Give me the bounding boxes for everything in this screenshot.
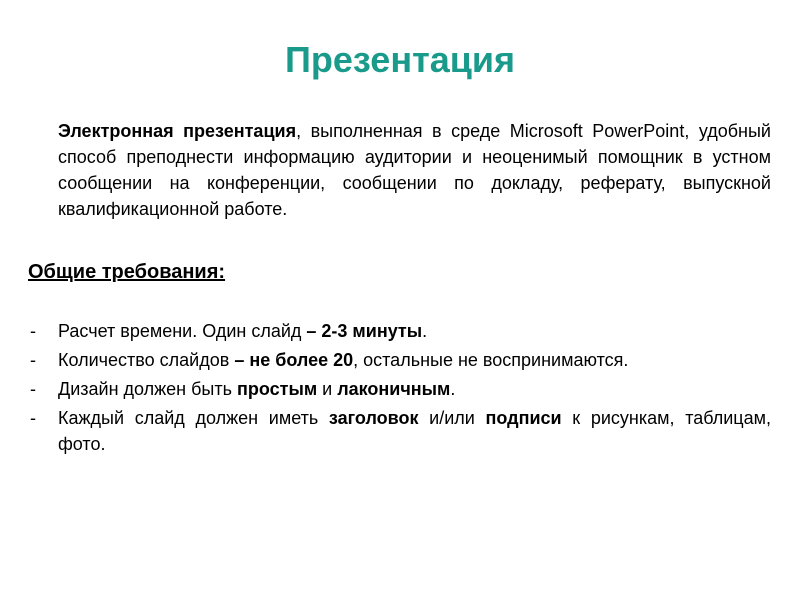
list-item xyxy=(28,376,771,402)
list-bullet: - xyxy=(30,350,36,370)
item-text: и/или xyxy=(418,408,486,428)
item-text: , остальные не воспринимаются. xyxy=(353,350,629,370)
item-bold: подписи xyxy=(485,408,562,428)
list-bullet: - xyxy=(30,408,36,428)
item-bold: лаконичным xyxy=(337,379,451,399)
slide-title: Презентация xyxy=(285,39,515,80)
item-text: . xyxy=(422,321,428,341)
item-text: . xyxy=(450,379,456,399)
intro-bold-term: Электронная презентация xyxy=(58,121,297,141)
item-bold: – не более 20 xyxy=(234,350,354,370)
list-item xyxy=(28,347,771,373)
item-text: к рисункам, таблицам, фото. xyxy=(58,408,772,454)
list-item xyxy=(28,318,771,344)
item-bold: простым xyxy=(237,379,318,399)
item-text: и xyxy=(317,379,338,399)
item-text: Расчет времени. Один слайд xyxy=(58,321,307,341)
item-text: Дизайн должен быть xyxy=(58,379,237,399)
intro-text: , выполненная в среде Microsoft PowerPoint, удобный способ преподнести информацию аудитории и неоценимый помощник в устном сообщении на конференции, сообщении по докладу, реферату, выпускной квалификационной работе. xyxy=(58,121,771,219)
intro-paragraph xyxy=(58,118,771,222)
item-text: Количество слайдов xyxy=(58,350,235,370)
requirements-heading: Общие требования: xyxy=(28,261,226,283)
list-bullet: - xyxy=(30,379,36,399)
item-bold: – 2-3 минуты xyxy=(306,321,423,341)
list-bullet: - xyxy=(30,321,36,341)
list-item xyxy=(28,405,771,457)
item-text: Каждый слайд должен иметь xyxy=(58,408,329,428)
item-bold: заголовок xyxy=(328,408,419,428)
requirements-list xyxy=(28,318,771,460)
